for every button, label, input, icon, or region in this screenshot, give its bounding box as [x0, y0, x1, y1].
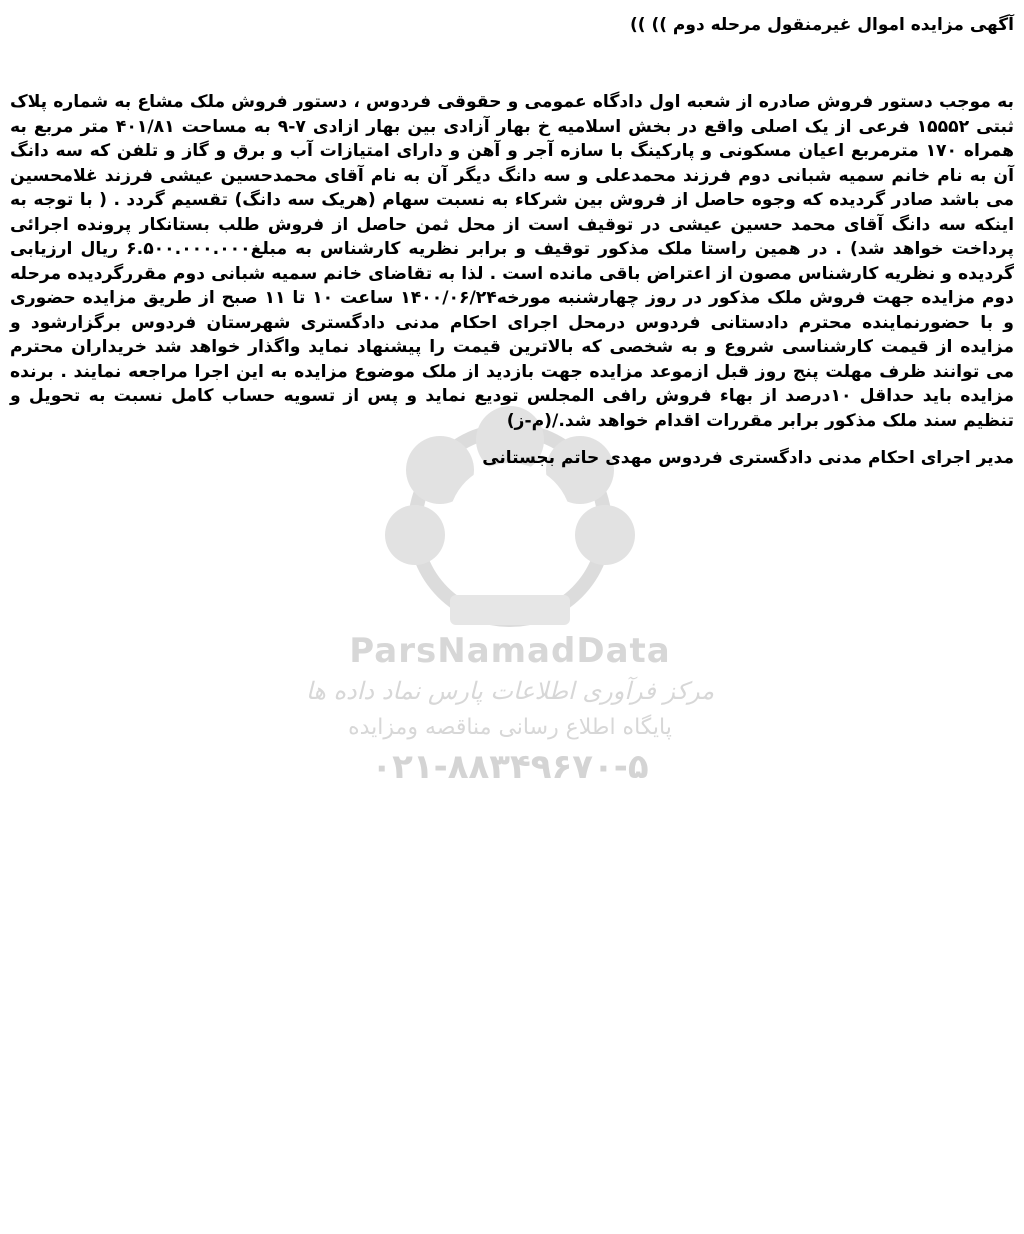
watermark-brand: ParsNamadData [349, 631, 671, 671]
watermark-line-portal: پایگاه اطلاع رسانی مناقصه ومزایده [348, 715, 672, 740]
watermark-line-company: مرکز فرآوری اطلاعات پارس نماد داده ها [305, 677, 715, 705]
notice-signature: مدیر اجرای احکام مدنی دادگستری فردوس مهدی حاتم بجستانی [482, 448, 1014, 468]
notice-content [0, 0, 1024, 471]
notice-body: به موجب دستور فروش صادره از شعبه اول دادگاه عمومی و حقوقی فردوس ، دستور فروش ملک مشاع به شماره پلاک ثبتی ۱۵۵۵۲ فرعی از یک اصلی واقع در بخش اسلامیه خ بهار آزادی بین بهار ازادی ۷-۹ به مساحت ۴۰۱/۸۱ متر مربع به همراه ۱۷۰ مترمربع اعیان مسکونی و پارکینگ با سازه آجر و آهن و دارای امتیازات آب و برق و گاز و تلفن که سه دانگ آن به نام خانم سمیه شبانی دوم فرزند محمدعلی و سه دانگ دیگر آن به نام آقای محمدحسین عیشی فرزند غلامحسین می باشد صادر گردیده که وجوه حاصل از فروش بین شرکاء به نسبت سهام (هریک سه دانگ) تقسیم گردد . ( با توجه به اینکه سه دانگ آقای محمد حسین عیشی در توقیف است از محل ثمن حاصل از فروش طلب بستانکار پرونده اجرائی پرداخت خواهد شد) . در همین راستا ملک مذکور توقیف و برابر نظریه کارشناس به مبلغ۶.۵۰۰.۰۰۰.۰۰۰ ریال ارزیابی گردیده و نظریه کارشناس مصون از اعتراض باقی مانده است . لذا به تقاضای خانم سمیه شبانی دوم مقررگردیده مرحله دوم مزایده جهت فروش ملک مذکور در روز چهارشنبه مورخه۱۴۰۰/۰۶/۲۴ ساعت ۱۰ تا ۱۱ صبح از طریق مزایده حضوری و با حضورنماینده محترم دادستانی فردوس درمحل اجرای احکام مدنی دادگستری شهرستان فردوس برگزارشود و مزایده از قیمت کارشناسی شروع و به شخصی که بالاترین قیمت را پیشنهاد نماید واگذار خواهد شد خریداران محترم می توانند ظرف مهلت پنج روز قبل ازموعد مزایده جهت بازدید از ملک موضوع مزایده به این اجرا مراجعه نمایند . برنده مزایده باید حداقل ۱۰درصد از بهاء فروش رافی المجلس تودیع نماید و پس از تسویه حساب کامل نسبت به تحویل و تنظیم سند ملک مذکور برابر مقررات اقدام خواهد شد./(م-ز) [10, 92, 1015, 431]
watermark-phone: ۰۲۱-۸۸۳۴۹۶۷۰-۵ [371, 747, 649, 787]
notice-title: آگهی مزایده اموال غیرمنقول مرحله دوم )) )) [630, 15, 1014, 35]
